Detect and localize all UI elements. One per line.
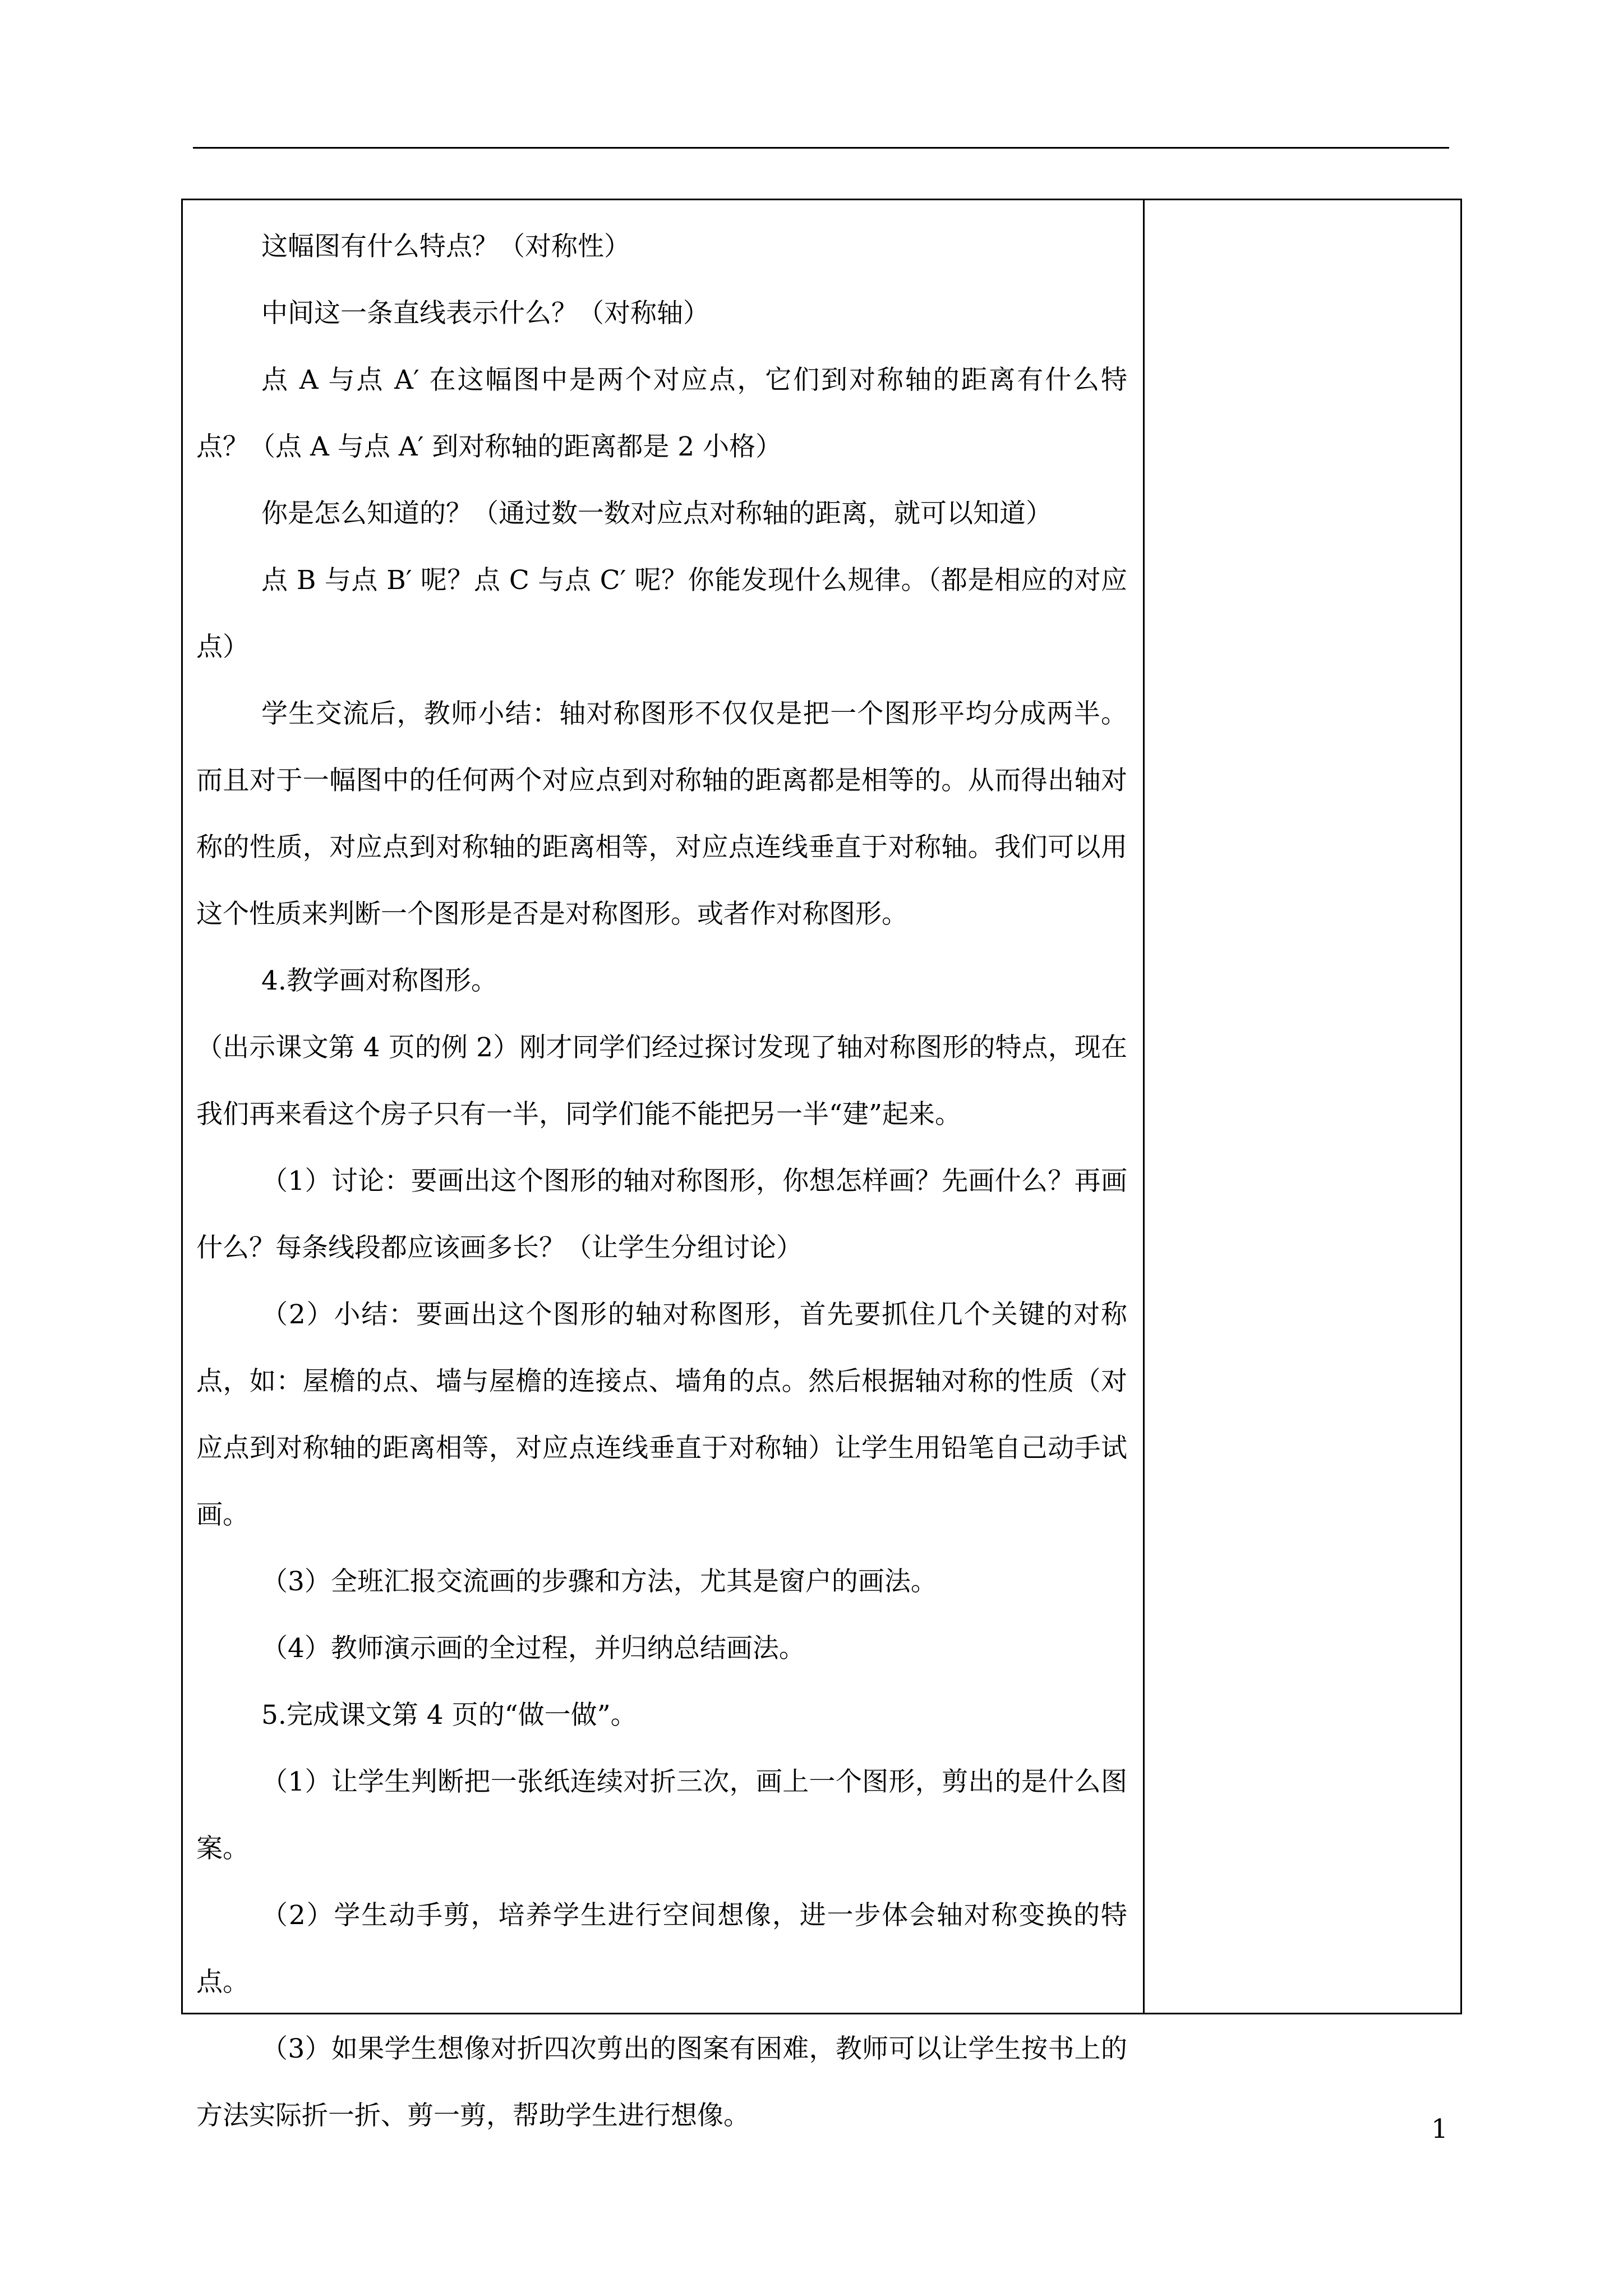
header-rule [193, 147, 1449, 149]
paragraph: 5.完成课文第 4 页的“做一做”。 [261, 1700, 637, 1731]
table-column-divider [1143, 199, 1145, 2014]
page-number: 1 [1431, 2114, 1448, 2145]
paragraph: 学生交流后，教师小结：轴对称图形不仅仅是把一个图形平均分成两半。而且对于一幅图中的任何两个对应点到对称轴的距离都是相等的。从而得出轴对称的性质，对应点到对称轴的距离相等，对应点连线垂直于对称轴。我们可以用这个性质来判断一个图形是否是对称图形。或者作对称图形。 [196, 698, 1127, 930]
paragraph: 点 A 与点 A′ 在这幅图中是两个对应点，它们到对称轴的距离有什么特点？（点 A 与点 A′ 到对称轴的距离都是 2 小格） [196, 365, 1127, 462]
paragraph: （1）让学生判断把一张纸连续对折三次，画上一个图形，剪出的是什么图案。 [196, 1766, 1127, 1864]
paragraph: 中间这一条直线表示什么？（对称轴） [261, 298, 709, 329]
paragraph: 这幅图有什么特点？（对称性） [261, 231, 630, 262]
paragraph: （3）如果学生想像对折四次剪出的图案有困难，教师可以让学生按书上的方法实际折一折、剪一剪，帮助学生进行想像。 [196, 2033, 1127, 2131]
paragraph: （出示课文第 4 页的例 2）刚才同学们经过探讨发现了轴对称图形的特点，现在我们再来看这个房子只有一半，同学们能不能把另一半“建”起来。 [196, 1032, 1127, 1130]
paragraph: （4）教师演示画的全过程，并归纳总结画法。 [261, 1633, 805, 1664]
paragraph: 你是怎么知道的？（通过数一数对应点对称轴的距离，就可以知道） [261, 498, 1052, 529]
paragraph: （2）小结：要画出这个图形的轴对称图形，首先要抓住几个关键的对称点，如：屋檐的点、墙与屋檐的连接点、墙角的点。然后根据轴对称的性质（对应点到对称轴的距离相等，对应点连线垂直于对称轴）让学生用铅笔自己动手试画。 [196, 1299, 1127, 1530]
paragraph: 4.教学画对称图形。 [261, 965, 497, 996]
paragraph: 点 B 与点 B′ 呢？点 C 与点 C′ 呢？你能发现什么规律。（都是相应的对应点） [196, 565, 1127, 662]
paragraph: （3）全班汇报交流画的步骤和方法，尤其是窗户的画法。 [261, 1566, 937, 1597]
lesson-content [196, 213, 1127, 2149]
paragraph: （2）学生动手剪，培养学生进行空间想像，进一步体会轴对称变换的特点。 [196, 1900, 1127, 1998]
paragraph: （1）讨论：要画出这个图形的轴对称图形，你想怎样画？先画什么？再画什么？每条线段都应该画多长？（让学生分组讨论） [196, 1166, 1127, 1263]
